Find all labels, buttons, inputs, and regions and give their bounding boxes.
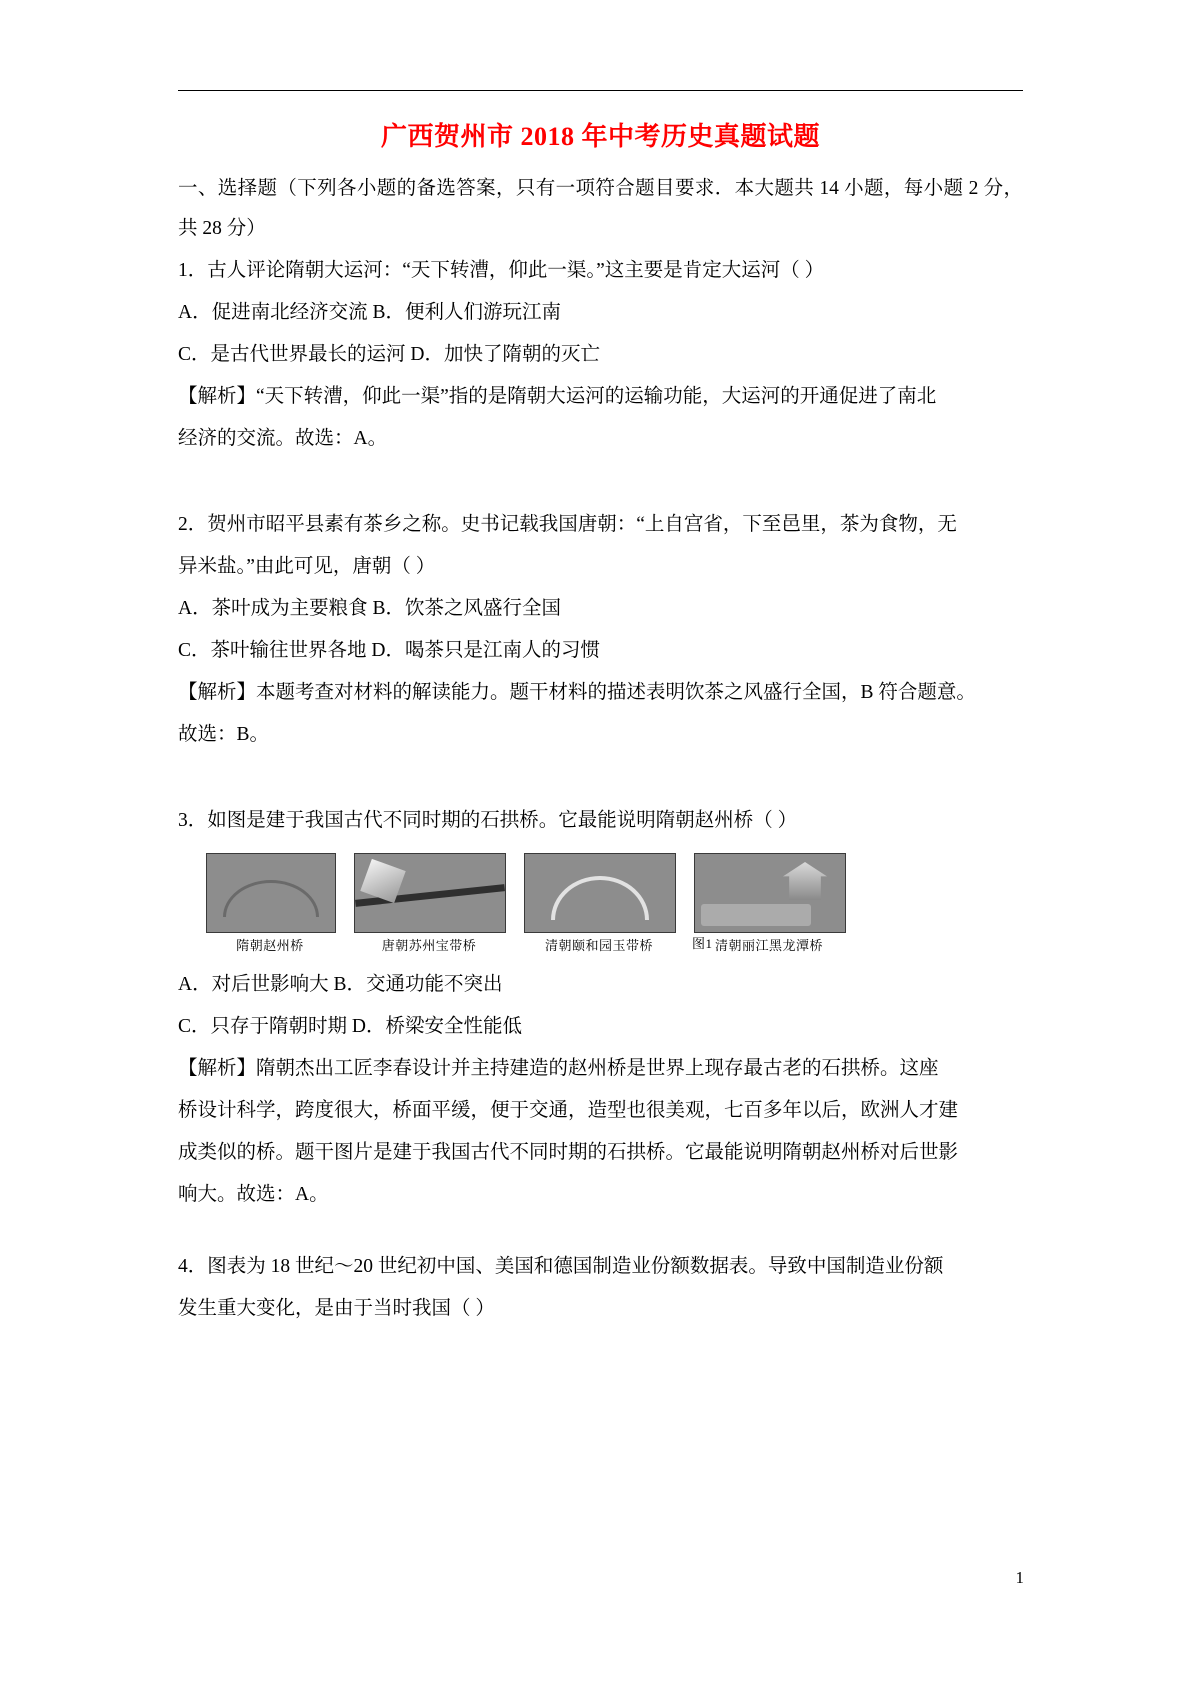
question-4-stem-line-1: 4．图表为 18 世纪～20 世纪初中国、美国和德国制造业份额数据表。导致中国制造业份额 (178, 1256, 944, 1278)
question-2-analysis-line-1: 【解析】本题考查对材料的解读能力。题干材料的描述表明饮茶之风盛行全国，B 符合题意。 (178, 682, 976, 704)
question-2-analysis-line-2: 故选：B。 (178, 724, 270, 746)
question-2-stem-line-2: 异米盐。”由此可见，唐朝（ ） (178, 556, 436, 578)
section-intro: 一、选择题（下列各小题的备选答案，只有一项符合题目要求．本大题共 14 小题，每小题 2 分，共 28 分） (178, 178, 1023, 240)
spacer (178, 757, 1023, 801)
question-3-analysis-line-3: 成类似的桥。题干图片是建于我国古代不同时期的石拱桥。它最能说明隋朝赵州桥对后世影 (178, 1142, 959, 1164)
question-3-analysis-line-4: 响大。故选：A。 (178, 1184, 329, 1206)
question-1-options-line-1: A．促进南北经济交流 B．便利人们游玩江南 (178, 302, 561, 324)
spacer (178, 1217, 1023, 1247)
bridge-photo-icon (694, 853, 846, 933)
document-content (178, 90, 1023, 1331)
question-2-options-line-1: A．茶叶成为主要粮食 B．饮茶之风盛行全国 (178, 598, 561, 620)
question-2-options-line-2: C．茶叶输往世界各地 D．喝茶只是江南人的习惯 (178, 640, 600, 662)
question-4-stem-line-2: 发生重大变化，是由于当时我国（ ） (178, 1298, 495, 1320)
question-3-analysis-line-2: 桥设计科学，跨度很大，桥面平缓，便于交通，造型也很美观，七百多年以后，欧洲人才建 (178, 1100, 959, 1122)
figure-label: 图1 (692, 936, 713, 952)
figure-yudai-bridge (524, 853, 674, 956)
bridge-photo-icon (524, 853, 676, 933)
question-1-options-line-2: C．是古代世界最长的运河 D．加快了隋朝的灭亡 (178, 344, 600, 366)
figure-caption: 隋朝赵州桥 (236, 937, 304, 953)
question-1-analysis-line-2: 经济的交流。故选：A。 (178, 428, 388, 450)
question-1-stem: 1．古人评论隋朝大运河：“天下转漕，仰此一渠。”这主要是肯定大运河（ ） (178, 260, 825, 282)
question-3-options-line-1: A．对后世影响大 B．交通功能不突出 (178, 974, 503, 996)
figure-heilongtan-bridge (694, 853, 844, 956)
figure-caption: 清朝颐和园玉带桥 (544, 937, 653, 953)
figure-zhaozhou-bridge (206, 853, 334, 956)
question-3-options-line-2: C．只存于隋朝时期 D．桥梁安全性能低 (178, 1016, 522, 1038)
question-3-analysis-line-1: 【解析】隋朝杰出工匠李春设计并主持建造的赵州桥是世界上现存最古老的石拱桥。这座 (178, 1058, 939, 1080)
spacer (178, 461, 1023, 505)
question-1-analysis-line-1: 【解析】“天下转漕，仰此一渠”指的是隋朝大运河的运输功能，大运河的开通促进了南北 (178, 386, 937, 408)
figure-baodai-bridge (354, 853, 504, 956)
page-title: 广西贺州市 2018 年中考历史真题试题 (380, 122, 820, 151)
page-number: 1 (1015, 1568, 1024, 1587)
bridge-photo-icon (354, 853, 506, 933)
question-3-figure-group (206, 853, 1023, 956)
bridge-photo-icon (206, 853, 336, 933)
question-2-stem-line-1: 2．贺州市昭平县素有茶乡之称。史书记载我国唐朝：“上自宫省，下至邑里，茶为食物，无 (178, 514, 957, 536)
header-rule (178, 90, 1023, 91)
figure-caption: 唐朝苏州宝带桥 (381, 937, 477, 953)
figure-caption: 清朝丽江黑龙潭桥 (714, 937, 823, 953)
question-3-stem: 3．如图是建于我国古代不同时期的石拱桥。它最能说明隋朝赵州桥（ ） (178, 809, 798, 831)
